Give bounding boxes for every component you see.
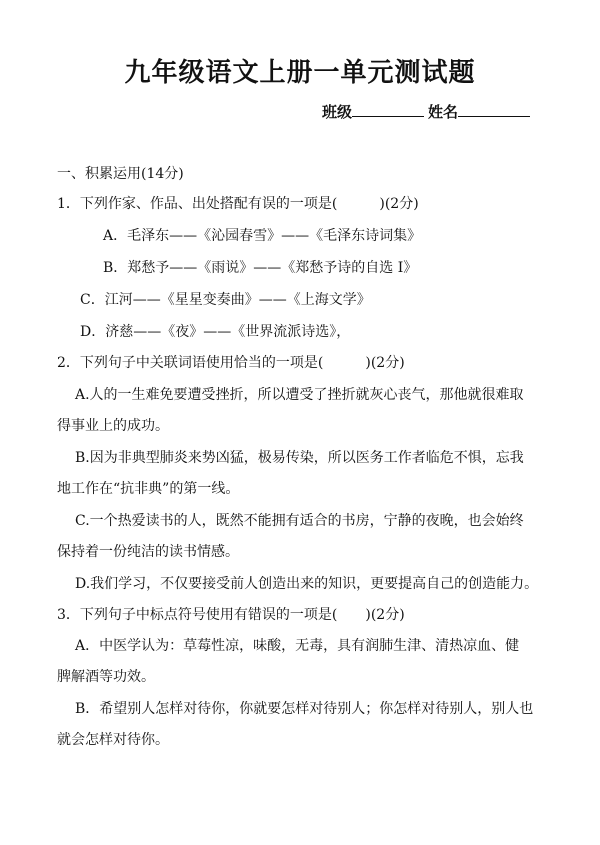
question-3-option-b-line2: 就会怎样对待你。 xyxy=(57,732,169,748)
question-3-stem: 3．下列句子中标点符号使用有错误的一项是( )(2分) xyxy=(57,607,405,623)
class-blank xyxy=(352,103,424,117)
question-1-option-b: B．郑愁予——《雨说》——《郑愁予诗的自选 I》 xyxy=(103,260,418,276)
question-2-option-c-line1: C.一个热爱读书的人，既然不能拥有适合的书房，宁静的夜晚，也会始终 xyxy=(75,513,524,529)
question-2-option-a-line2: 得事业上的成功。 xyxy=(57,418,169,434)
class-label: 班级 xyxy=(322,103,353,121)
section-heading: 一、积累运用(14分) xyxy=(57,166,184,182)
question-3-option-a-line1: A．中医学认为：草莓性凉，味酸，无毒，具有润肺生津、清热凉血、健 xyxy=(75,638,520,654)
question-1-stem: 1．下列作家、作品、出处搭配有误的一项是( )(2分) xyxy=(57,196,419,212)
question-2-option-c-line2: 保持着一份纯洁的读书情感。 xyxy=(57,544,239,560)
name-label: 姓名 xyxy=(428,103,459,121)
question-2-option-b-line2: 地工作在“抗非典”的第一线。 xyxy=(57,481,240,497)
student-info xyxy=(322,101,530,122)
page-title: 九年级语文上册一单元测试题 xyxy=(124,58,476,88)
question-3-option-a-line2: 脾解酒等功效。 xyxy=(57,669,155,685)
question-1-option-a: A．毛泽东——《沁园春雪》——《毛泽东诗词集》 xyxy=(103,228,422,244)
question-1-option-c: C．江河——《星星变奏曲》——《上海文学》 xyxy=(80,292,371,308)
question-3-option-b-line1: B．希望别人怎样对待你，你就要怎样对待别人；你怎样对待别人，别人也 xyxy=(75,701,534,717)
question-2-option-a-line1: A.人的一生难免要遭受挫折，所以遭受了挫折就灰心丧气，那他就很难取 xyxy=(75,387,524,403)
question-2-option-d: D.我们学习，不仅要接受前人创造出来的知识，更要提高自己的创造能力。 xyxy=(75,576,539,592)
name-blank xyxy=(458,103,530,117)
question-2-stem: 2．下列句子中关联词语使用恰当的一项是( )(2分) xyxy=(57,355,405,371)
question-2-option-b-line1: B.因为非典型肺炎来势凶猛，极易传染，所以医务工作者临危不惧，忘我 xyxy=(75,450,524,466)
question-1-option-d: D．济慈——《夜》——《世界流派诗选》， xyxy=(80,324,351,340)
